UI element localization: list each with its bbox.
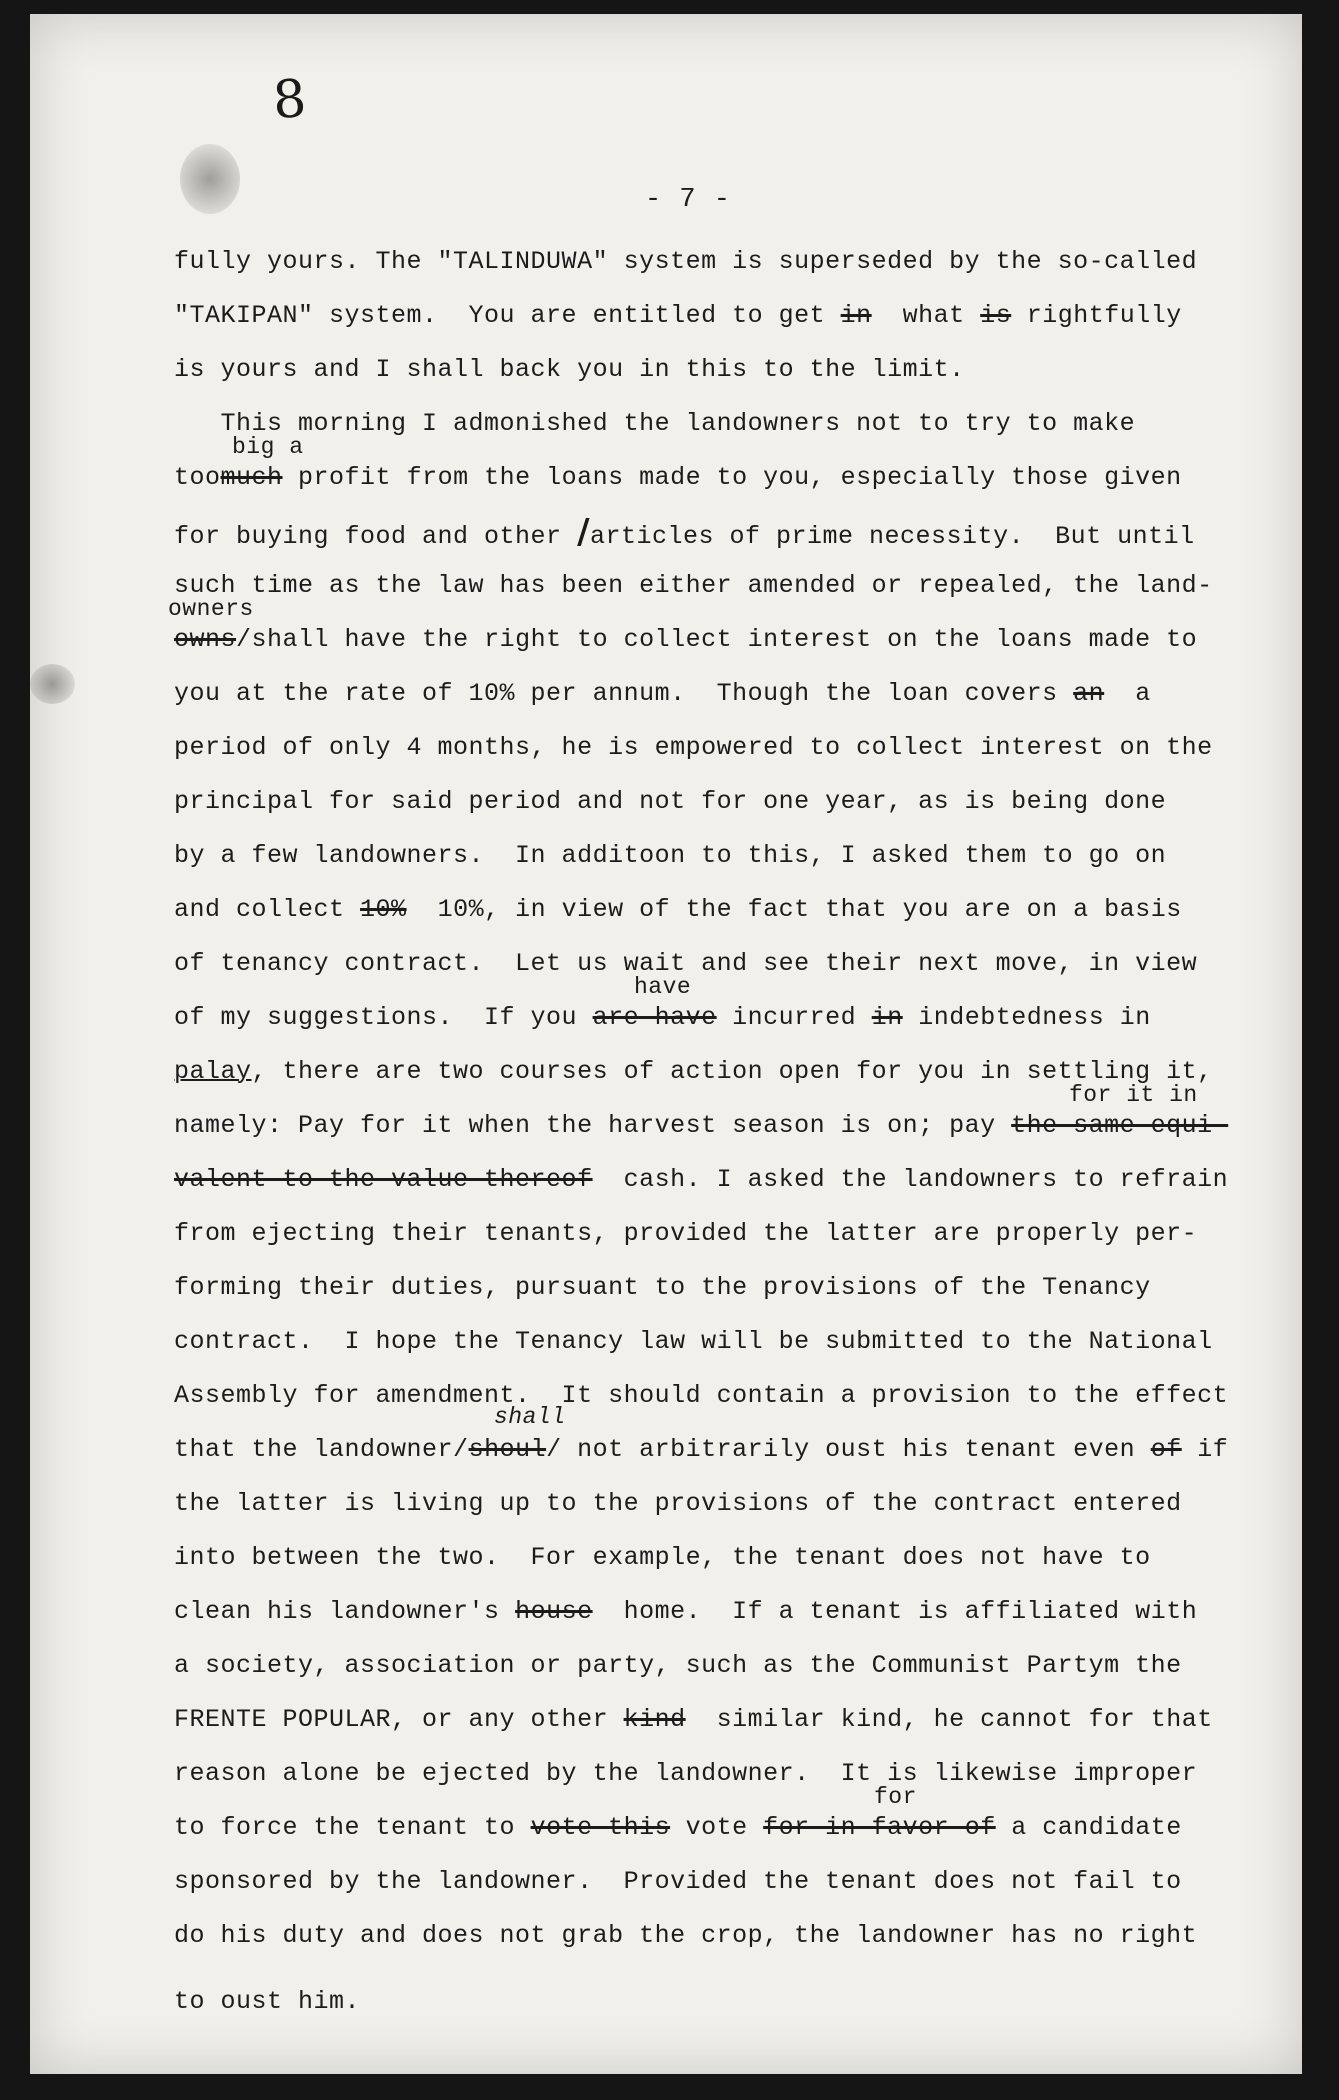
handwritten-insertion: for it in — [1069, 1082, 1198, 1108]
text-line: of tenancy contract. Let us wait and see their next move, in view — [174, 949, 1198, 978]
struck-word: in — [840, 301, 872, 330]
text-line: owns/shall have the right to collect interest on the loans made to — [174, 625, 1198, 654]
text-line: palay, there are two courses of action open for you in settling it, — [174, 1057, 1213, 1086]
text-line: into between the two. For example, the tenant does not have to — [174, 1543, 1151, 1572]
text-line: to force the tenant to vote this vote for in favor of a candidate — [174, 1813, 1182, 1842]
text-line: valent to the value thereof cash. I asked the landowners to refrain — [174, 1165, 1229, 1194]
document-page — [30, 14, 1302, 2074]
text-line: FRENTE POPULAR, or any other kind similar kind, he cannot for that — [174, 1705, 1213, 1734]
handwritten-insertion: shall — [494, 1404, 566, 1430]
handwritten-insertion: for — [874, 1784, 917, 1810]
text-line: you at the rate of 10% per annum. Though the loan covers an a — [174, 679, 1151, 708]
text-line: period of only 4 months, he is empowered to collect interest on the — [174, 733, 1213, 762]
text-line: the latter is living up to the provisions of the contract entered — [174, 1489, 1182, 1518]
text-line: for buying food and other /articles of prime necessity. But until — [174, 512, 1195, 552]
handwritten-page-mark: 8 — [270, 68, 309, 132]
struck-word: shoul — [468, 1435, 547, 1464]
struck-word: is — [980, 301, 1012, 330]
struck-word: much — [220, 463, 283, 492]
struck-word: kind — [623, 1705, 686, 1734]
ink-stain — [180, 144, 240, 214]
text-line: and collect 10% 10%, in view of the fact that you are on a basis — [174, 895, 1182, 924]
text-line: by a few landowners. In additoon to this, I asked them to go on — [174, 841, 1167, 870]
text-line: of my suggestions. If you are have incurred in indebtedness in — [174, 1003, 1151, 1032]
text-line: Assembly for amendment. It should contain a provision to the effect — [174, 1381, 1229, 1410]
text-line: is yours and I shall back you in this to the limit. — [174, 355, 965, 384]
text-line: namely: Pay for it when the harvest season is on; pay the same equi- — [174, 1111, 1229, 1140]
text-line: to oust him. — [174, 1987, 361, 2016]
struck-word: for in favor of — [763, 1813, 996, 1842]
text-line: toomuch profit from the loans made to you, especially those given — [174, 463, 1182, 492]
handwritten-insertion: big a — [232, 434, 304, 460]
struck-word: in — [871, 1003, 903, 1032]
text-line: do his duty and does not grab the crop, the landowner has no right — [174, 1921, 1198, 1950]
text-line: This morning I admonished the landowners not to try to make — [174, 409, 1136, 438]
text-line: forming their duties, pursuant to the provisions of the Tenancy — [174, 1273, 1151, 1302]
text-line: clean his landowner's house home. If a tenant is affiliated with — [174, 1597, 1198, 1626]
struck-word: house — [515, 1597, 593, 1626]
ink-stain — [30, 664, 75, 704]
struck-word: are have — [592, 1003, 717, 1032]
struck-word: of — [1150, 1435, 1182, 1464]
text-line: that the landowner/shoul/ not arbitrarily oust his tenant even of if — [174, 1435, 1229, 1464]
text-line: from ejecting their tenants, provided the latter are properly per- — [174, 1219, 1198, 1248]
text-line: such time as the law has been either amended or repealed, the land- — [174, 571, 1213, 600]
struck-word: owns — [174, 625, 237, 654]
handwritten-insertion: have — [634, 974, 692, 1000]
text-line: sponsored by the landowner. Provided the tenant does not fail to — [174, 1867, 1182, 1896]
struck-word: valent to the value thereof — [174, 1165, 593, 1194]
text-line: fully yours. The "TALINDUWA" system is superseded by the so-called — [174, 247, 1198, 276]
handwritten-insertion: owners — [168, 596, 254, 622]
struck-word: the same equi- — [1011, 1111, 1229, 1140]
text-line: principal for said period and not for one year, as is being done — [174, 787, 1167, 816]
underlined-word: palay — [174, 1057, 252, 1086]
struck-word: vote this — [530, 1813, 671, 1842]
text-line: reason alone be ejected by the landowner. It is likewise improper — [174, 1759, 1198, 1788]
text-line: a society, association or party, such as the Communist Partym the — [174, 1651, 1182, 1680]
text-line: "TAKIPAN" system. You are entitled to get in what is rightfully — [174, 301, 1182, 330]
text-line: contract. I hope the Tenancy law will be submitted to the National — [174, 1327, 1213, 1356]
struck-word: an — [1073, 679, 1105, 708]
page-number: - 7 - — [645, 185, 732, 215]
struck-word: 10% — [360, 895, 407, 924]
